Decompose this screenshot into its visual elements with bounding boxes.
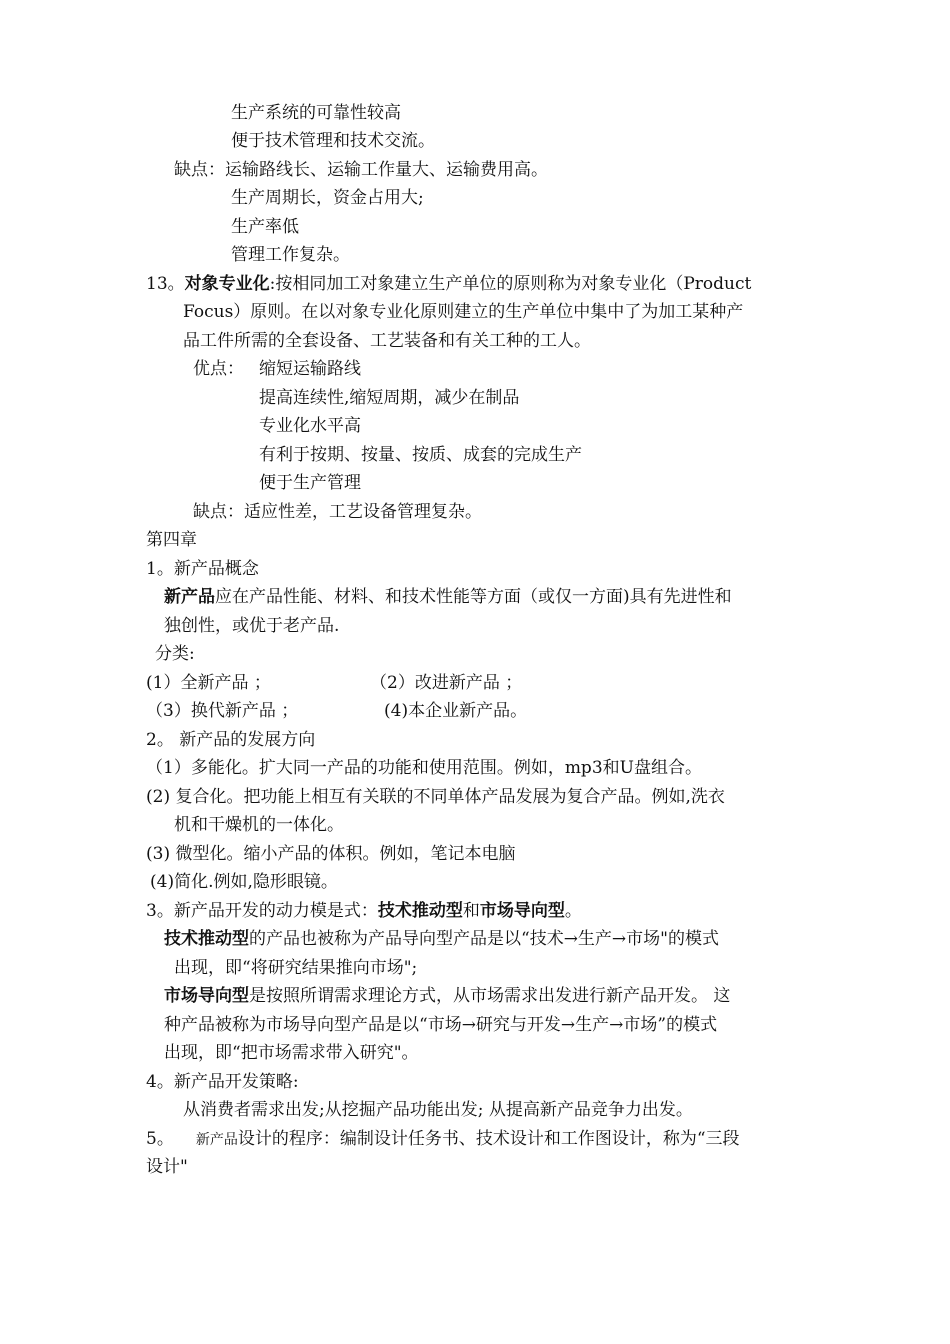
text-run: 和 bbox=[462, 901, 480, 921]
text-line: (3) 微型化。缩小产品的体积。例如，笔记本电脑 bbox=[146, 844, 516, 864]
text-line: (2) 复合化。把功能上相互有关联的不同单体产品发展为复合产品。例如,洗衣 bbox=[146, 787, 725, 807]
term-heading: 新产品 bbox=[164, 587, 215, 607]
text-line: 种产品被称为市场导向型产品是以“市场→研究与开发→生产→市场”的模式 bbox=[164, 1015, 718, 1035]
text-line: 便于技术管理和技术交流。 bbox=[231, 131, 435, 151]
text-line: （1）多能化。扩大同一产品的功能和使用范围。例如，mp3和U盘组合。 bbox=[146, 758, 702, 778]
text-line: (4)本企业新产品。 bbox=[384, 701, 528, 721]
term-heading: 技术推动型 bbox=[164, 929, 249, 949]
text-line: 生产率低 bbox=[231, 217, 299, 237]
text-line: 1。新产品概念 bbox=[146, 559, 259, 579]
text-line: 管理工作复杂。 bbox=[231, 245, 350, 265]
text-line bbox=[164, 986, 730, 1006]
text-line: 生产周期长，资金占用大; bbox=[231, 188, 424, 208]
text-line: （2）改进新产品 ； bbox=[370, 673, 523, 693]
text-line: (1）全新产品 ； bbox=[146, 673, 271, 693]
text-line: 缺点：适应性差，工艺设备管理复杂。 bbox=[193, 502, 482, 522]
text-line bbox=[164, 587, 732, 607]
text-line: 品工件所需的全套设备、工艺装备和有关工种的工人。 bbox=[183, 331, 591, 351]
text-line: 有利于按期、按量、按质、成套的完成生产 bbox=[259, 445, 582, 465]
text-line: 出现，即“将研究结果推向市场"; bbox=[174, 958, 418, 978]
text-line: 机和干燥机的一体化。 bbox=[174, 815, 344, 835]
term-heading: 市场导向型 bbox=[479, 901, 565, 921]
text-run: 3。新产品开发的动力模是式： bbox=[146, 901, 378, 921]
text-line: 独创性，或优于老产品. bbox=[164, 616, 340, 636]
text-run: 。 bbox=[564, 901, 582, 921]
term-heading: 技术推动型 bbox=[377, 901, 463, 921]
text-line bbox=[146, 901, 582, 921]
text-line: 从消费者需求出发;从挖掘产品功能出发; 从提高新产品竞争力出发。 bbox=[183, 1100, 693, 1120]
text-line bbox=[164, 929, 719, 949]
text-line bbox=[146, 1129, 740, 1150]
text-line: 2。 新产品的发展方向 bbox=[146, 730, 316, 750]
text-run: 设计的程序：编制设计任务书、技术设计和工作图设计，称为“三段 bbox=[237, 1129, 740, 1149]
text-line: 出现，即“把市场需求带入研究"。 bbox=[164, 1043, 419, 1063]
text-line: 设计" bbox=[146, 1157, 188, 1177]
text-line: 缩短运输路线 bbox=[259, 359, 361, 379]
text-line: Focus）原则。在以对象专业化原则建立的生产单位中集中了为加工某种产 bbox=[183, 302, 744, 322]
text-line: 缺点：运输路线长、运输工作量大、运输费用高。 bbox=[174, 160, 548, 180]
text-line: 生产系统的可靠性较高 bbox=[231, 103, 401, 123]
text-run: 新产品 bbox=[195, 1132, 238, 1148]
pros-label: 优点： bbox=[193, 359, 244, 379]
text-line: 提高连续性,缩短周期，减少在制品 bbox=[259, 388, 520, 408]
item-number: 5。 bbox=[146, 1129, 174, 1149]
chapter-heading: 第四章 bbox=[146, 530, 197, 550]
term-heading: 对象专业化 bbox=[184, 274, 270, 294]
text-line: 4。新产品开发策略: bbox=[146, 1072, 299, 1092]
text-line: 便于生产管理 bbox=[259, 473, 361, 493]
text-line: 专业化水平高 bbox=[259, 416, 361, 436]
text-line: 分类: bbox=[155, 644, 195, 664]
text-run: 应在产品性能、材料、和技术性能等方面（或仅一方面)具有先进性和 bbox=[215, 587, 732, 607]
text-line: （3）换代新产品 ； bbox=[146, 701, 299, 721]
text-run: :按相同加工对象建立生产单位的原则称为对象专业化（Product bbox=[269, 274, 752, 294]
item-number: 13。 bbox=[146, 274, 185, 294]
text-run: 的产品也被称为产品导向型产品是以“技术→生产→市场"的模式 bbox=[249, 929, 719, 949]
text-line: (4)简化.例如,隐形眼镜。 bbox=[150, 872, 338, 892]
text-run: 是按照所谓需求理论方式，从市场需求出发进行新产品开发。 这 bbox=[249, 986, 731, 1006]
section-13-line bbox=[146, 274, 751, 294]
term-heading: 市场导向型 bbox=[164, 986, 249, 1006]
